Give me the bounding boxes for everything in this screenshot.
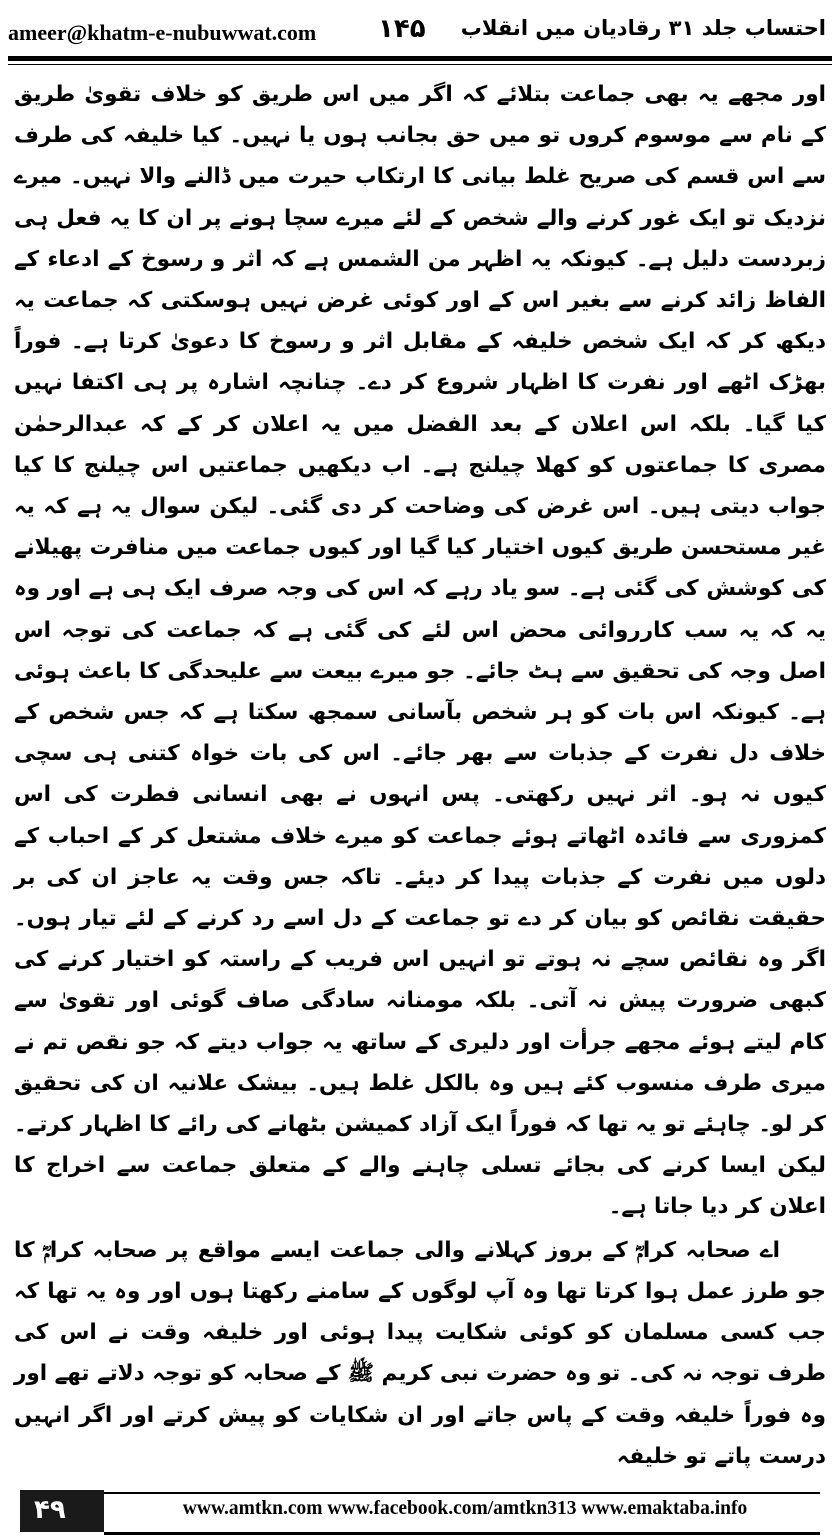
footer-links: www.amtkn.com www.facebook.com/amtkn313 www.emaktaba.info xyxy=(182,1498,748,1519)
footer-page-number: ۴۹ xyxy=(20,1490,104,1532)
header-rule-thin xyxy=(8,64,832,65)
paragraph-2: اے صحابہ کرامؓ کے بروز کہلانے والی جماعت ایسے مواقع پر صحابہ کرامؓ کا جو طرز عمل ہوا کرتا تھا وہ آپ لوگوں کے سامنے رکھتا ہوں اور وہ یہ تھا کہ جب کسی مسلمان کو کوئی شکایت پیدا ہوئی اور خلیفہ وقت نے اس کی طرف توجہ نہ کی۔ تو وہ حضرت نبی کریم ﷺ کے صحابہ کو توجہ دلاتے تھے اور وہ فوراً خلیفہ وقت کے پاس جاتے اور ان شکایات کو پیش کرتے اور اگر انہیں درست پاتے تو خلیفہ xyxy=(14,1237,826,1469)
paragraph-1: اور مجھے یہ بھی جماعت بتلائے کہ اگر میں اس طریق کو خلاف تقویٰ طریق کے نام سے موسوم کروں تو میں حق بجانب ہوں یا نہیں۔ کیا خلیفہ کی طرف سے اس قسم کی صریح غلط بیانی کا ارتکاب حیرت میں ڈالنے والا نہیں۔ میرے نزدیک تو ایک غور کرنے والے شخص کے لئے میرے سچا ہونے پر ان کا یہ فعل ہی زبردست دلیل ہے۔ کیونکہ یہ اظہر من الشمس ہے کہ اثر و رسوخ کے ادعاء کے الفاظ زائد کرنے سے بغیر اس کے اور کوئی غرض نہیں ہوسکتی کہ جماعت یہ دیکھ کر کہ ایک شخص خلیفہ کے مقابل اثر و رسوخ کا دعویٰ کرتا ہے۔ فوراً بھڑک اٹھے اور نفرت کا اظہار شروع کر دے۔ چنانچہ اشارہ پر ہی اکتفا نہیں کیا گیا۔ بلکہ اس اعلان کے بعد الفضل میں یہ اعلان کر کے کہ عبدالرحمٰن مصری کا جماعتوں کو کھلا چیلنج ہے۔ اب دیکھیں جماعتیں اس چیلنج کا کیا جواب دیتی ہیں۔ اس غرض کی وضاحت کر دی گئی۔ لیکن سوال یہ ہے کہ یہ غیر مستحسن طریق کیوں اختیار کیا گیا اور کیوں جماعت میں منافرت پھیلانے کی کوشش کی گئی ہے۔ سو یاد رہے کہ اس کی وجہ صرف ایک ہی ہے اور وہ یہ کہ یہ سب کارروائی محض اس لئے کی گئی ہے کہ جماعت کی توجہ اس اصل وجہ کی تحقیق سے ہٹ جائے۔ جو میرے بیعت سے علیحدگی کا باعث ہوئی ہے۔ کیونکہ اس بات کو ہر شخص بآسانی سمجھ سکتا ہے کہ جس شخص کے خلاف دل نفرت کے جذبات سے بھر جائے۔ اس کی بات خواہ کتنی ہی سچی کیوں نہ ہو۔ اثر نہیں رکھتی۔ پس انہوں نے بھی انسانی فطرت کی اس کمزوری سے فائدہ اٹھاتے ہوئے جماعت کو میرے خلاف مشتعل کر کے احباب کے دلوں میں نفرت کے جذبات پیدا کر دیئے۔ تاکہ جس وقت یہ عاجز ان کی بر حقیقت نقائص کو بیان کر دے تو جماعت کے دل اسے رد کرنے کے لئے تیار ہوں۔ اگر وہ نقائص سچے نہ ہوتے تو انہیں اس فریب کے راستہ کو اختیار کرنے کی کبھی ضرورت پیش نہ آتی۔ بلکہ مومنانہ سادگی صاف گوئی اور تقویٰ سے کام لیتے ہوئے مجھے جرأت اور دلیری کے ساتھ یہ جواب دیتے کہ جو نقص تم نے میری طرف منسوب کئے ہیں وہ بالکل غلط ہیں۔ بیشک علانیہ ان کی تحقیق کر لو۔ چاہئے تو یہ تھا کہ فوراً ایک آزاد کمیشن بٹھانے کی رائے کا اظہار کرتے۔ لیکن ایسا کرنے کی بجائے تسلی چاہنے والے کے متعلق جماعت سے اخراج کا اعلان کر دیا جاتا ہے۔ xyxy=(14,82,826,1220)
header-book-title: احتساب جلد ۳۱ رقادیان میں انقلاب xyxy=(460,16,826,40)
body-text xyxy=(14,74,826,1474)
header-page-number: ۱۴۵ xyxy=(378,14,426,44)
header-email: ameer@khatm-e-nubuwwat.com xyxy=(8,20,317,45)
header-rule-thick xyxy=(8,56,832,61)
page-footer xyxy=(0,1488,840,1540)
page-header xyxy=(0,0,840,62)
footer-rule-bottom xyxy=(104,1532,820,1535)
footer-rule-top xyxy=(20,1492,820,1494)
